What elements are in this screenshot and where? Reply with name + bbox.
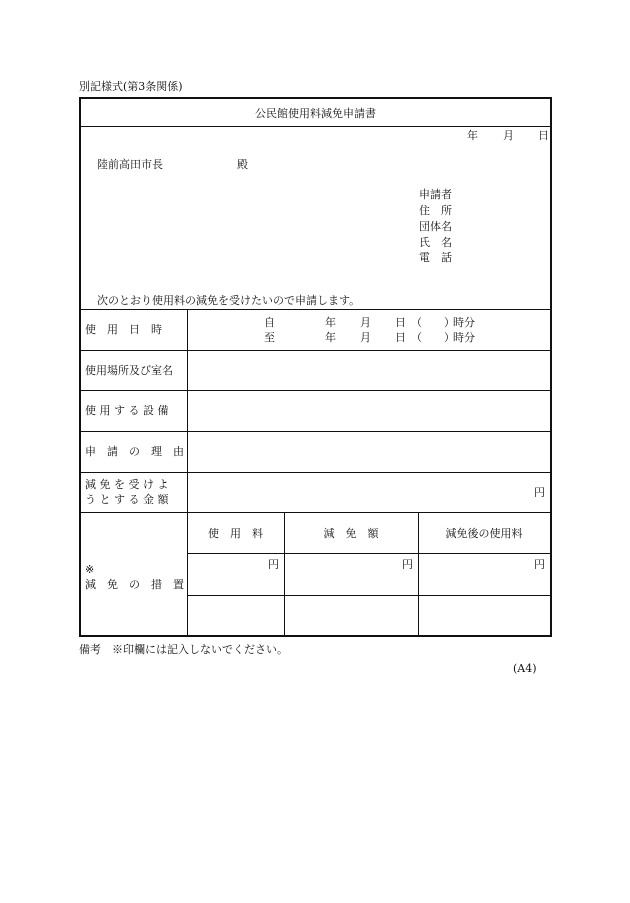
label-column-divider bbox=[187, 309, 188, 635]
title-divider bbox=[81, 126, 550, 127]
date-day-label: 日 bbox=[538, 129, 549, 142]
remarks-note: 備考 ※印欄には記入しないでください。 bbox=[79, 643, 288, 656]
row-divider bbox=[81, 390, 550, 391]
paper-size-label: (A4) bbox=[513, 662, 537, 675]
applicant-phone-label: 電 話 bbox=[419, 251, 452, 264]
usage-from-time: 時分 bbox=[453, 316, 475, 329]
addressee-name: 陸前高田市長 bbox=[97, 158, 163, 171]
usage-to-time: 時分 bbox=[453, 331, 475, 344]
measure-col-usage-fee: 使 用 料 bbox=[208, 527, 263, 540]
request-statement: 次のとおり使用料の減免を受けたいので申請します。 bbox=[97, 294, 361, 307]
usage-from-month: 月 bbox=[360, 316, 371, 329]
usage-from-day: 日 bbox=[395, 316, 406, 329]
usage-from-prefix: 自 bbox=[264, 316, 275, 329]
measure-col-fee-after-reduction: 減免後の使用料 bbox=[445, 527, 523, 540]
row-divider bbox=[81, 350, 550, 351]
row-divider bbox=[81, 431, 550, 432]
measure-col-reduction-amount: 減 免 額 bbox=[323, 527, 379, 540]
equipment-label: 使 用 す る 設 備 bbox=[85, 404, 169, 417]
form-title: 公民館使用料減免申請書 bbox=[255, 107, 376, 120]
row-divider bbox=[81, 309, 550, 310]
reduction-measure-mark: ※ bbox=[85, 563, 95, 576]
row-divider bbox=[81, 472, 550, 473]
application-form bbox=[79, 97, 552, 637]
usage-to-year: 年 bbox=[325, 331, 336, 344]
reduction-amount-label-line1: 減 免 を 受 け よ bbox=[85, 478, 169, 491]
usage-to-prefix: 至 bbox=[264, 331, 275, 344]
measure-row-divider bbox=[187, 595, 550, 596]
measure-reduction-amount-unit: 円 bbox=[402, 558, 413, 571]
usage-to-weekday: （ ） bbox=[411, 331, 455, 344]
form-header-label: 別記様式(第3条関係) bbox=[79, 80, 183, 93]
measure-header-divider bbox=[187, 553, 550, 554]
measure-usage-fee-unit: 円 bbox=[268, 558, 279, 571]
usage-from-year: 年 bbox=[325, 316, 336, 329]
date-month-label: 月 bbox=[503, 129, 514, 142]
measure-fee-after-reduction-unit: 円 bbox=[534, 558, 545, 571]
reduction-amount-unit: 円 bbox=[534, 486, 545, 499]
usage-to-day: 日 bbox=[395, 331, 406, 344]
row-divider bbox=[81, 512, 550, 513]
applicant-address-label: 住 所 bbox=[419, 204, 452, 217]
location-room-label: 使用場所及び室名 bbox=[85, 364, 173, 377]
usage-datetime-label: 使 用 日 時 bbox=[85, 323, 162, 336]
applicant-organization-label: 団体名 bbox=[419, 220, 452, 233]
addressee-honorific: 殿 bbox=[237, 158, 248, 171]
date-year-label: 年 bbox=[467, 129, 478, 142]
usage-to-month: 月 bbox=[360, 331, 371, 344]
reduction-measure-label: 減 免 の 措 置 bbox=[85, 578, 184, 591]
reduction-amount-label-line2: う と す る 金 額 bbox=[85, 493, 169, 506]
usage-from-weekday: （ ） bbox=[411, 316, 455, 329]
applicant-name-label: 氏 名 bbox=[419, 236, 452, 249]
reason-label: 申 請 の 理 由 bbox=[85, 445, 184, 458]
applicant-heading: 申請者 bbox=[419, 188, 452, 201]
